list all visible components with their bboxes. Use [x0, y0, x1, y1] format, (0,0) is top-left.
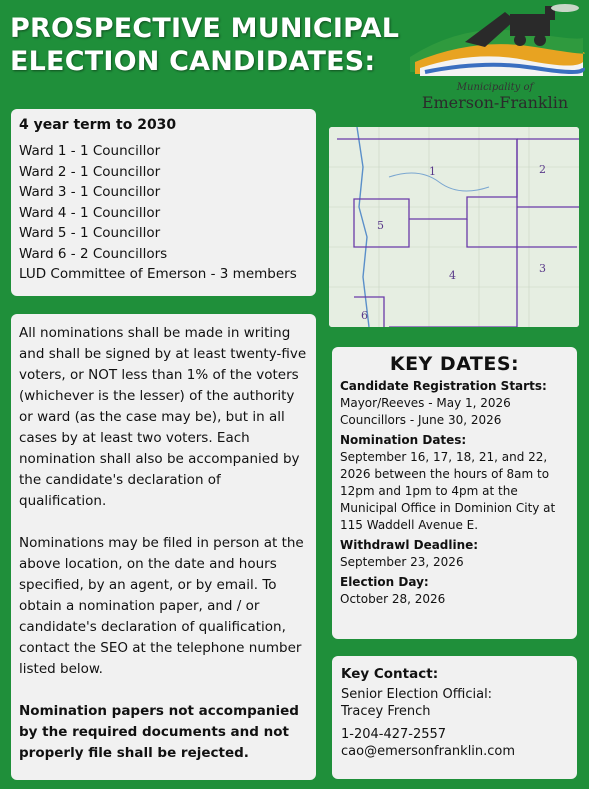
- ward-row: Ward 6 - 2 Councillors: [19, 245, 168, 262]
- election-day-date: October 28, 2026: [340, 592, 446, 606]
- ward-row: Ward 4 - 1 Councillor: [19, 204, 161, 221]
- withdrawl-date: September 23, 2026: [340, 555, 464, 569]
- title-line-2: ELECTION CANDIDATES:: [10, 46, 376, 77]
- election-day-label: Election Day:: [340, 575, 429, 589]
- ward-label: 4: [449, 269, 456, 282]
- ward-map: [329, 127, 579, 327]
- withdrawl-label: Withdrawl Deadline:: [340, 538, 479, 552]
- registration-councillors-date: Councillors - June 30, 2026: [340, 413, 502, 427]
- nomination-filing-text: Nominations may be filed in person at the above location, on the date and hours specified, by an agent, or by email. To obtain a nomination paper, and / or candidate's declaration of qualification, contact the SEO at the telephone number listed below.: [19, 535, 304, 677]
- logo-name-text: Emerson-Franklin: [421, 93, 569, 112]
- ward-row: Ward 3 - 1 Councillor: [19, 184, 161, 200]
- train-landscape-icon: [405, 2, 585, 87]
- ward-label: 3: [539, 262, 546, 275]
- contact-name: Tracey French: [341, 704, 431, 719]
- ward-label: 5: [377, 219, 384, 232]
- nominations-card: [11, 314, 316, 780]
- ward-row: Ward 5 - 1 Councillor: [19, 225, 161, 241]
- ward-row: Ward 2 - 1 Councillor: [19, 163, 161, 180]
- ward-label: 6: [361, 309, 368, 322]
- contact-role: Senior Election Official:: [341, 687, 493, 702]
- title-line-1: PROSPECTIVE MUNICIPAL: [10, 13, 400, 44]
- ward-label: 1: [429, 165, 436, 178]
- contact-heading: Key Contact:: [341, 666, 439, 682]
- key-dates-card: [332, 347, 577, 639]
- ward-label: 2: [539, 163, 546, 176]
- nomination-warning-text: Nomination papers not accompanied by the required documents and not properly file shall be rejected.: [19, 703, 299, 761]
- term-card: [11, 109, 316, 296]
- nomination-dates-text: September 16, 17, 18, 21, and 22, 2026 between the hours of 8am to 12pm and 1pm to 4pm at the Municipal Office in Dominion City at 115 Waddell Avenue E.: [340, 450, 556, 532]
- logo-script-text: Municipality of: [456, 82, 534, 93]
- ward-row: Ward 1 - 1 Councillor: [19, 143, 161, 159]
- term-heading: 4 year term to 2030: [19, 117, 177, 133]
- registration-label: Candidate Registration Starts:: [340, 379, 547, 393]
- lud-row: LUD Committee of Emerson - 3 members: [19, 266, 297, 282]
- key-dates-heading: KEY DATES:: [389, 353, 520, 375]
- registration-mayor-date: Mayor/Reeves - May 1, 2026: [340, 396, 511, 410]
- contact-card: [332, 656, 577, 779]
- contact-phone[interactable]: 1-204-427-2557: [341, 727, 447, 742]
- nomination-dates-label: Nomination Dates:: [340, 433, 467, 447]
- nomination-rules-text: All nominations shall be made in writing and shall be signed by at least twenty-five voters, or NOT less than 1% of the voters (whichever is the lesser) of the authority or ward (as the case may be), but in all cases by at least two voters. Each nomination shall also be accompanied by the candidate's declaration of qualification.: [19, 325, 307, 509]
- contact-email-link[interactable]: cao@emersonfranklin.com: [341, 744, 516, 759]
- page-title: [10, 12, 410, 78]
- municipality-logo: [405, 2, 585, 120]
- ward-map-graphic: [329, 127, 579, 327]
